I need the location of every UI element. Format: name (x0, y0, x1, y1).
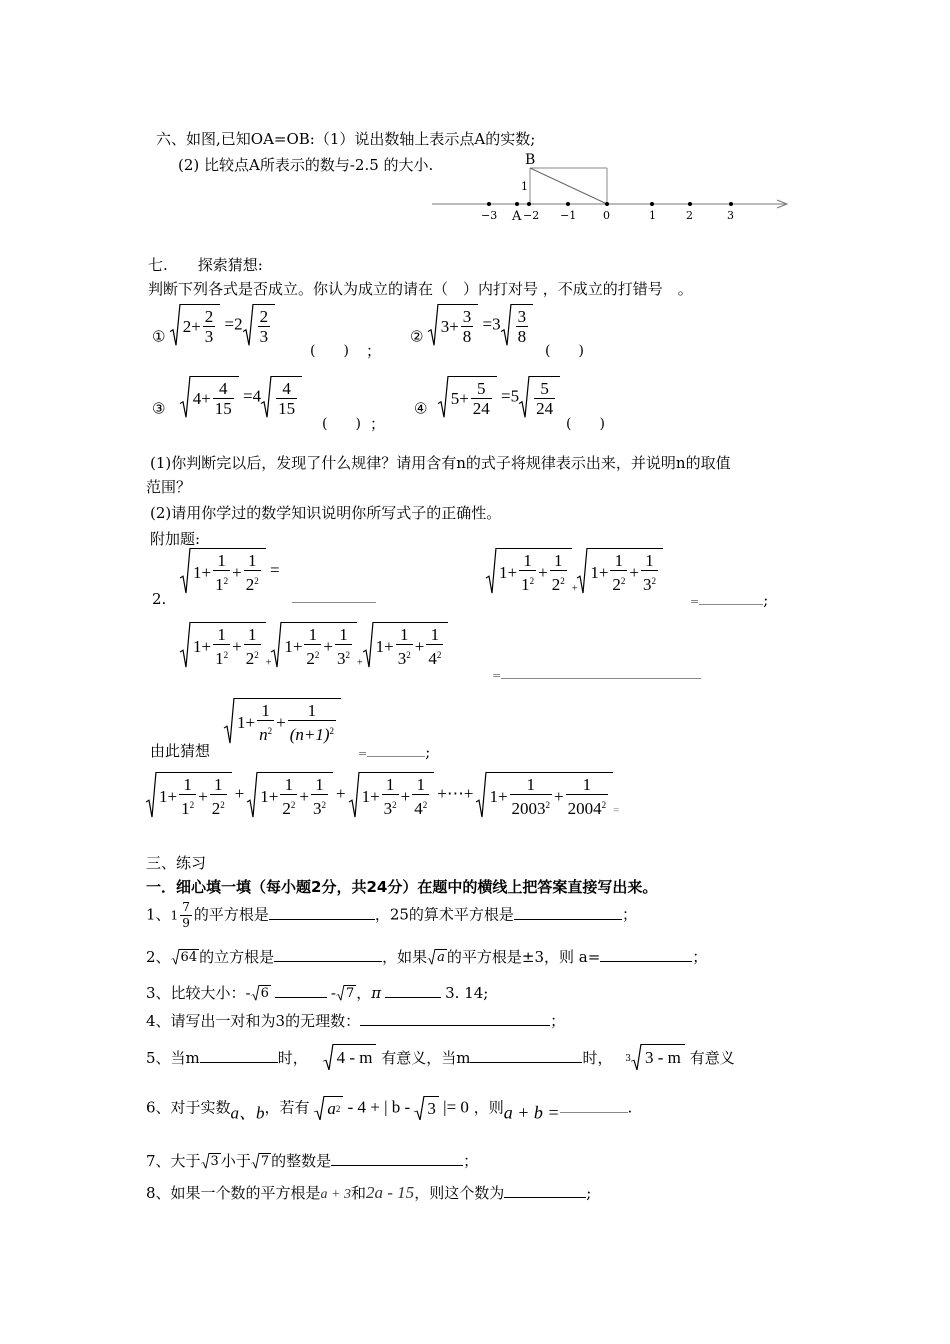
q1: 1、1 $\frac{7}{9}$ 的平方根是 ，25的算术平方根是 ； (146, 900, 637, 930)
blank-q7[interactable] (331, 1151, 463, 1166)
extra-expr-1: 1 + $\frac{1}{1^2}$ + $\frac{1}{2^2}$ = (180, 548, 280, 595)
q6: 6、对于实数a、b，若有 a 2 - 4 + | b - 3 |= 0 ，则a + b = . (146, 1097, 633, 1123)
s7-q1a: (1)你判断完以后，发现了什么规律？请用含有n的式子将规律表示出来，并说明n的取值 (150, 454, 731, 472)
s7-title: 七. 探索猜想: (148, 256, 263, 274)
tick-label-m1: −1 (560, 209, 577, 222)
number-line-figure (425, 148, 795, 228)
label-B: B (525, 152, 536, 168)
equation-2: ② 3 + $\frac{3}{8}$ =3 $\frac{3}{8}$ (410, 304, 533, 347)
q2: 2、 64 的立方根是 ，如果 a 的平方根是±3，则 a= ； (146, 948, 708, 966)
s7-q2: (2)请用你学过的数学知识说明你所写式子的正确性。 (150, 504, 502, 522)
q3: 3、比较大小：- 6 - 7 ，π 3. 14; (146, 984, 489, 1002)
blank-extra-1[interactable] (292, 588, 376, 607)
extra-title: 附加题: (150, 530, 201, 548)
blank-q3-b[interactable] (385, 983, 441, 998)
blank-q4[interactable] (360, 1011, 550, 1026)
blank-q3-a[interactable] (275, 983, 327, 998)
extra-expr-2: 1 + $\frac{1}{1^2}$ + $\frac{1}{2^2}$ $_+$ 1 + $\frac{1}{2^2}$ + $\frac{1}{3^2}$ (486, 548, 663, 595)
circ-1: ① (152, 327, 166, 346)
equation-3: ③ 4 + $\frac{4}{15}$ =4 $\frac{4}{15}$ (152, 376, 302, 419)
paren-2[interactable]: ( ) (545, 343, 584, 359)
tick-dot-2 (688, 202, 692, 206)
equation-4: ④ 5 + $\frac{5}{24}$ =5 $\frac{5}{24}$ (414, 376, 560, 419)
tick-label-3: 3 (727, 209, 734, 222)
s3-heading: 一．细心填一填（每小题2分，共24分）在题中的横线上把答案直接写出来。 (146, 878, 658, 896)
q4: 4、请写出一对和为3的无理数： ； (146, 1012, 566, 1030)
tick-dot-1 (650, 202, 654, 206)
paren-4[interactable]: ( ) (566, 416, 605, 432)
tick-dot-m2 (527, 202, 531, 206)
blank-q5-b[interactable] (470, 1048, 582, 1063)
tick-dot-3 (729, 202, 733, 206)
blank-guess[interactable]: = ; (358, 743, 431, 761)
num-2: 2. (152, 590, 167, 608)
s7-q1b: 范围？ (146, 478, 192, 496)
blank-extra-2[interactable]: = ; (690, 591, 769, 609)
s7-instruction: 判断下列各式是否成立。你认为成立的请在（ ）内打对号 ，不成立的打错号 。 (148, 280, 693, 298)
q5: 5、当m 时， 4 - m 有意义，当m 时， 3 3 - m 有意义 (146, 1044, 735, 1071)
tick-label-0: 0 (603, 209, 610, 222)
paren-3[interactable]: ( ) (322, 416, 361, 432)
s6-line1: 六、如图,已知OA=OB:（1）说出数轴上表示点A的实数; (156, 130, 536, 148)
tick-label-2: 2 (686, 209, 693, 222)
tick-dot-0 (605, 202, 609, 206)
semi-1: ； (366, 342, 382, 360)
label-A: A (512, 209, 522, 224)
s6-line2: (2) 比较点A所表示的数与-2.5 的大小. (178, 156, 434, 174)
tick-label-1: 1 (649, 209, 656, 222)
label-1: 1 (521, 180, 528, 193)
semi-3: ； (370, 415, 386, 433)
guess-label: 由此猜想 (150, 742, 211, 760)
blank-q6[interactable] (560, 1098, 628, 1113)
tick-dot-A (515, 202, 519, 206)
tick-label-m3: −3 (481, 209, 498, 222)
long-sum-expr: 1 + $\frac{1}{1^2}$ + $\frac{1}{2^2}$ + 1 + $\frac{1}{2^2}$ + $\frac{1}{3^2}$ + 1 + $\frac{1}{3^2}$ + $\frac{1}{4^2}$ +⋯+ 1 + $\frac{1}{2003^2}$ + $\frac{1}{2004^2}$ $_=$ (146, 772, 619, 819)
tick-dot-m3 (487, 202, 491, 206)
blank-q2-b[interactable] (600, 947, 692, 962)
blank-q2-a[interactable] (274, 947, 382, 962)
blank-q1-b[interactable] (514, 905, 622, 920)
circ-2: ② (410, 327, 424, 346)
tick-dot-m1 (566, 202, 570, 206)
tick-label-m2: −2 (523, 209, 540, 222)
q8: 8、如果一个数的平方根是a + 3和2a - 15，则这个数为 ; (146, 1183, 592, 1202)
equation-1: ① 2 + $\frac{2}{3}$ =2 $\frac{2}{3}$ (152, 304, 275, 347)
q7: 7、大于 3 小于 7 的整数是 ； (146, 1152, 479, 1170)
extra-expr-3: 1 + $\frac{1}{1^2}$ + $\frac{1}{2^2}$ $_+$ 1 + $\frac{1}{2^2}$ + $\frac{1}{3^2}$ $_+$ 1 + $\frac{1}{3^2}$ + $\frac{1}{4^2}$ (180, 622, 448, 669)
blank-extra-3[interactable]: = (492, 664, 701, 682)
s3-title: 三、练习 (146, 854, 207, 872)
blank-q1-a[interactable] (269, 905, 375, 920)
circ-4: ④ (414, 399, 428, 418)
blank-q5-a[interactable] (200, 1048, 278, 1063)
guess-expr: 1 + $\frac{1}{n^2}$ + $\frac{1}{(n+1)^2}$ (224, 698, 341, 745)
blank-q8[interactable] (504, 1183, 586, 1198)
circ-3: ③ (152, 399, 166, 418)
paren-1[interactable]: ( ) (310, 343, 349, 359)
